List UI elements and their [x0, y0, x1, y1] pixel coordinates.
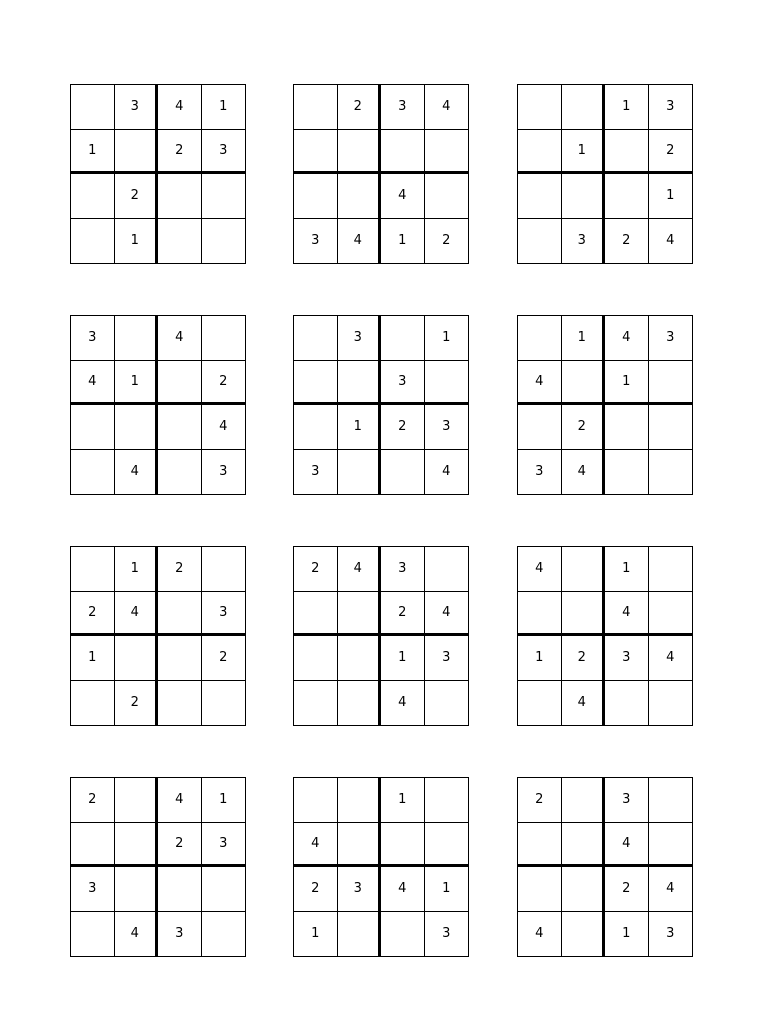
sudoku-cell: [71, 450, 115, 495]
sudoku-cell: 2: [381, 405, 425, 450]
sudoku-cell: 2: [158, 130, 202, 175]
sudoku-cell: [425, 130, 469, 175]
sudoku-cell: 4: [158, 778, 202, 823]
sudoku-cell: [115, 405, 159, 450]
sudoku-cell: 1: [425, 867, 469, 912]
sudoku-cell: [562, 778, 606, 823]
sudoku-cell: 1: [562, 316, 606, 361]
sudoku-cell: [649, 450, 693, 495]
sudoku-cell: [115, 867, 159, 912]
sudoku-cell: [381, 912, 425, 957]
sudoku-cell: [338, 681, 382, 726]
sudoku-cell: 3: [425, 636, 469, 681]
sudoku-cell: 3: [158, 912, 202, 957]
sudoku-cell: [425, 681, 469, 726]
sudoku-cell: 2: [518, 778, 562, 823]
sudoku-grid-4: [70, 315, 246, 495]
sudoku-cell: 1: [381, 219, 425, 264]
sudoku-cell: [158, 681, 202, 726]
sudoku-cell: [115, 130, 159, 175]
sudoku-cell: [338, 130, 382, 175]
sudoku-cell: [425, 547, 469, 592]
sudoku-grid-7: [70, 546, 246, 726]
sudoku-cell: 2: [294, 867, 338, 912]
sudoku-cell: 1: [649, 174, 693, 219]
sudoku-cell: 2: [381, 592, 425, 637]
sudoku-cell: 3: [649, 85, 693, 130]
sudoku-cell: 4: [425, 85, 469, 130]
sudoku-cell: 4: [425, 592, 469, 637]
sudoku-cell: 2: [158, 547, 202, 592]
sudoku-cell: 3: [71, 316, 115, 361]
sudoku-cell: [71, 405, 115, 450]
sudoku-cell: [115, 316, 159, 361]
sudoku-cell: [202, 547, 246, 592]
sudoku-cell: 3: [294, 450, 338, 495]
sudoku-grid-11: [293, 777, 469, 957]
sudoku-cell: [294, 85, 338, 130]
sudoku-cell: [202, 219, 246, 264]
sudoku-cell: [294, 130, 338, 175]
sudoku-cell: [381, 823, 425, 868]
sudoku-cell: [338, 174, 382, 219]
sudoku-cell: 2: [294, 547, 338, 592]
sudoku-cell: [649, 778, 693, 823]
sudoku-cell: 3: [219, 464, 228, 480]
sudoku-cell: 4: [294, 823, 338, 868]
sudoku-cell: [115, 636, 159, 681]
sudoku-cell: [605, 450, 649, 495]
sudoku-cell: 4: [202, 405, 246, 450]
sudoku-cell: 2: [605, 867, 649, 912]
sudoku-cell: 3: [115, 85, 159, 130]
sudoku-cell: [71, 85, 115, 130]
sudoku-cell: [518, 823, 562, 868]
sudoku-cell: 2: [562, 636, 606, 681]
sudoku-cell: [649, 592, 693, 637]
sudoku-cell: [649, 823, 693, 868]
sudoku-cell: [562, 174, 606, 219]
sudoku-cell: 4: [381, 681, 425, 726]
sudoku-cell: 4: [442, 464, 451, 480]
sudoku-cell: 2: [115, 681, 159, 726]
sudoku-cell: 1: [381, 636, 425, 681]
sudoku-cell: [294, 174, 338, 219]
sudoku-cell: [294, 778, 338, 823]
sudoku-cell: [518, 592, 562, 637]
sudoku-cell: [202, 681, 246, 726]
sudoku-cell: [649, 405, 693, 450]
sudoku-cell: 3: [442, 926, 451, 942]
sudoku-cell: [71, 912, 115, 957]
sudoku-cell: 4: [666, 233, 675, 249]
sudoku-cell: 4: [605, 823, 649, 868]
sudoku-cell: [158, 592, 202, 637]
sudoku-cell: [202, 316, 246, 361]
sudoku-cell: [202, 867, 246, 912]
sudoku-cell: 2: [158, 823, 202, 868]
sudoku-cell: [605, 681, 649, 726]
sudoku-cell: [605, 405, 649, 450]
sudoku-cell: [202, 912, 246, 957]
sudoku-cell: 1: [562, 130, 606, 175]
sudoku-cell: 4: [338, 547, 382, 592]
sudoku-cell: [158, 174, 202, 219]
sudoku-cell: [381, 316, 425, 361]
sudoku-cell: 1: [115, 219, 159, 264]
sudoku-grid-3: [517, 84, 693, 264]
sudoku-grid-12: [517, 777, 693, 957]
sudoku-cell: [158, 636, 202, 681]
sudoku-cell: 2: [442, 233, 451, 249]
sudoku-cell: 3: [381, 547, 425, 592]
sudoku-cell: [338, 450, 382, 495]
sudoku-cell: 3: [518, 450, 562, 495]
sudoku-cell: 3: [338, 867, 382, 912]
sudoku-cell: 1: [605, 547, 649, 592]
sudoku-cell: 4: [158, 316, 202, 361]
sudoku-cell: 2: [338, 85, 382, 130]
sudoku-cell: 4: [115, 450, 159, 495]
sudoku-cell: [518, 405, 562, 450]
sudoku-cell: 1: [605, 361, 649, 406]
sudoku-cell: 2: [71, 592, 115, 637]
sudoku-cell: [562, 547, 606, 592]
sudoku-cell: [158, 219, 202, 264]
sudoku-cell: [518, 130, 562, 175]
sudoku-cell: [338, 361, 382, 406]
sudoku-cell: 3: [202, 823, 246, 868]
sudoku-grid-9: [517, 546, 693, 726]
sudoku-cell: 4: [518, 361, 562, 406]
sudoku-cell: 3: [666, 926, 675, 942]
sudoku-cell: 4: [649, 636, 693, 681]
sudoku-cell: 3: [381, 85, 425, 130]
sudoku-cell: 1: [381, 778, 425, 823]
sudoku-cell: 3: [605, 778, 649, 823]
sudoku-cell: 1: [71, 636, 115, 681]
sudoku-cell: [518, 681, 562, 726]
sudoku-cell: [71, 219, 115, 264]
sudoku-cell: [425, 823, 469, 868]
sudoku-cell: [425, 361, 469, 406]
sudoku-cell: [71, 823, 115, 868]
sudoku-cell: 4: [649, 867, 693, 912]
sudoku-cell: [294, 636, 338, 681]
sudoku-cell: 1: [115, 361, 159, 406]
sudoku-cell: [649, 547, 693, 592]
sudoku-cell: [294, 592, 338, 637]
sudoku-cell: 1: [518, 636, 562, 681]
sudoku-cell: 2: [115, 174, 159, 219]
sudoku-cell: 2: [605, 219, 649, 264]
sudoku-cell: 3: [605, 636, 649, 681]
sudoku-cell: [649, 361, 693, 406]
sudoku-cell: [518, 867, 562, 912]
sudoku-cell: 4: [71, 361, 115, 406]
sudoku-cell: [338, 592, 382, 637]
sudoku-cell: [518, 316, 562, 361]
sudoku-cell: [202, 174, 246, 219]
sudoku-grid-6: [517, 315, 693, 495]
sudoku-cell: 1: [202, 778, 246, 823]
sudoku-cell: 3: [649, 316, 693, 361]
sudoku-cell: 1: [71, 130, 115, 175]
sudoku-cell: [158, 405, 202, 450]
sudoku-cell: [381, 130, 425, 175]
sudoku-cell: [425, 174, 469, 219]
sudoku-cell: 3: [338, 316, 382, 361]
sudoku-cell: 2: [649, 130, 693, 175]
sudoku-cell: 4: [338, 219, 382, 264]
sudoku-cell: 4: [605, 316, 649, 361]
sudoku-cell: 4: [115, 592, 159, 637]
sudoku-cell: [562, 867, 606, 912]
sudoku-cell: [562, 823, 606, 868]
sudoku-cell: [294, 361, 338, 406]
sudoku-cell: 4: [158, 85, 202, 130]
sudoku-cell: [294, 316, 338, 361]
sudoku-grid-8: [293, 546, 469, 726]
sudoku-cell: [649, 681, 693, 726]
sudoku-cell: 3: [381, 361, 425, 406]
sudoku-grid-10: [70, 777, 246, 957]
sudoku-cell: [158, 361, 202, 406]
sudoku-cell: [518, 219, 562, 264]
sudoku-cell: [158, 867, 202, 912]
sudoku-cell: 3: [202, 130, 246, 175]
sudoku-cell: [338, 636, 382, 681]
sudoku-cell: 3: [71, 867, 115, 912]
sudoku-cell: [562, 592, 606, 637]
sudoku-cell: 1: [338, 405, 382, 450]
sudoku-cell: 2: [202, 636, 246, 681]
sudoku-cell: [294, 405, 338, 450]
sudoku-cell: 1: [605, 85, 649, 130]
sudoku-cell: [562, 912, 606, 957]
sudoku-cell: [562, 85, 606, 130]
sudoku-cell: [562, 361, 606, 406]
sudoku-cell: 2: [202, 361, 246, 406]
sudoku-cell: 4: [562, 681, 606, 726]
sudoku-cell: 2: [71, 778, 115, 823]
sudoku-cell: [605, 174, 649, 219]
sudoku-cell: [71, 681, 115, 726]
sudoku-cell: [518, 85, 562, 130]
sudoku-cell: 4: [605, 592, 649, 637]
sudoku-cell: [71, 547, 115, 592]
sudoku-cell: 4: [381, 867, 425, 912]
sudoku-cell: [294, 681, 338, 726]
sudoku-grid-2: [293, 84, 469, 264]
sudoku-cell: [338, 778, 382, 823]
sudoku-cell: [158, 450, 202, 495]
sudoku-cell: 4: [518, 912, 562, 957]
sudoku-cell: 3: [562, 219, 606, 264]
sudoku-cell: 1: [115, 547, 159, 592]
sudoku-cell: [115, 778, 159, 823]
sudoku-cell: [425, 778, 469, 823]
sudoku-cell: 1: [294, 912, 338, 957]
sudoku-cell: 4: [381, 174, 425, 219]
sudoku-cell: [338, 823, 382, 868]
sudoku-cell: 3: [202, 592, 246, 637]
sudoku-cell: [381, 450, 425, 495]
sudoku-cell: 1: [605, 912, 649, 957]
sudoku-grid-5: [293, 315, 469, 495]
sudoku-cell: 3: [425, 405, 469, 450]
sudoku-cell: 4: [562, 450, 606, 495]
sudoku-cell: 4: [518, 547, 562, 592]
sudoku-cell: [518, 174, 562, 219]
sudoku-cell: [71, 174, 115, 219]
sudoku-cell: [605, 130, 649, 175]
sudoku-cell: 3: [294, 219, 338, 264]
sudoku-cell: 1: [202, 85, 246, 130]
sudoku-cell: 2: [562, 405, 606, 450]
sudoku-cell: 4: [115, 912, 159, 957]
sudoku-cell: [115, 823, 159, 868]
sudoku-grid-1: [70, 84, 246, 264]
sudoku-cell: 1: [425, 316, 469, 361]
sudoku-cell: [338, 912, 382, 957]
